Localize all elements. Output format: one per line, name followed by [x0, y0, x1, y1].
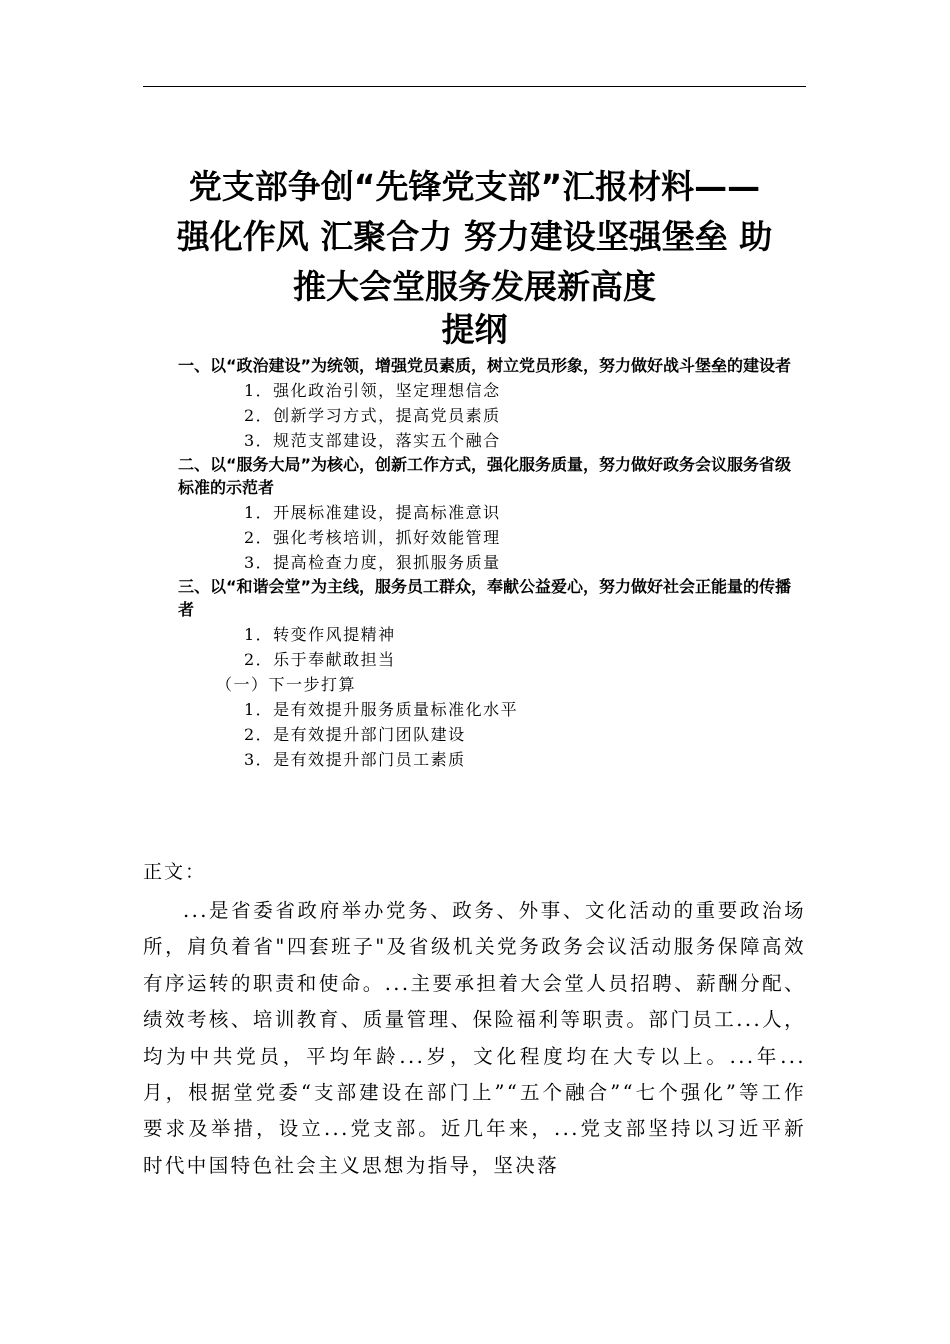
outline-item: 1．开展标准建设，提高标准意识: [244, 502, 501, 522]
title-line-1: 党支部争创“先锋党支部”汇报材料——: [188, 167, 761, 206]
outline-item: 1．转变作风提精神: [244, 624, 396, 644]
header-rule: [143, 86, 806, 87]
document-title: [143, 162, 806, 312]
outline-item: 2．强化考核培训，抓好效能管理: [244, 527, 501, 547]
title-line-2: 强化作风 汇聚合力 努力建设坚强堡垒 助: [176, 217, 773, 256]
outline-item: 3．规范支部建设，落实五个融合: [244, 430, 501, 450]
outline-section-3: [178, 575, 806, 672]
outline-item: 2．创新学习方式，提高党员素质: [244, 405, 501, 425]
outline-item: 2．乐于奉献敢担当: [244, 649, 396, 669]
outline-section-1: [178, 354, 806, 453]
plan-item: 3．是有效提升部门员工素质: [244, 749, 466, 769]
section-heading: 一、以“政治建设”为统领，增强党员素质，树立党员形象，努力做好战斗堡垒的建设者: [178, 356, 792, 375]
body-paragraph: ...是省委省政府举办党务、政务、外事、文化活动的重要政治场所，肩负着省"四套班子"及省级机关党务政务会议活动服务保障高效有序运转的职责和使命。...主要承担着大会堂人员招聘、薪酬分配、绩效考核、培训教育、质量管理、保险福利等职责。部门员工...人，均为中共党员，平均年龄...岁，文化程度均在大专以上。...年...月，根据堂党委“支部建设在部门上”“五个融合”“七个强化”等工作要求及举措，设立...党支部。近几年来，...党支部坚持以习近平新时代中国特色社会主义思想为指导，坚决落: [143, 899, 806, 1177]
section-heading: 二、以“服务大局”为核心，创新工作方式，强化服务质量，努力做好政务会议服务省级标准的示范者: [178, 454, 792, 497]
plan-heading: （一）下一步打算: [216, 674, 357, 694]
section-heading: 三、以“和谐会堂”为主线，服务员工群众，奉献公益爱心，努力做好社会正能量的传播者: [178, 576, 792, 619]
outline-plan: [178, 672, 806, 772]
outline-title: 提纲: [441, 310, 508, 349]
outline-section-2: [178, 453, 806, 575]
plan-item: 1．是有效提升服务质量标准化水平: [244, 699, 519, 719]
body-label: 正文：: [143, 861, 207, 883]
outline-item: 3．提高检查力度，狠抓服务质量: [244, 552, 501, 572]
title-line-3: 推大会堂服务发展新高度: [293, 267, 656, 306]
outline: [178, 354, 806, 772]
plan-item: 2．是有效提升部门团队建设: [244, 724, 466, 744]
outline-item: 1．强化政治引领，坚定理想信念: [244, 380, 501, 400]
